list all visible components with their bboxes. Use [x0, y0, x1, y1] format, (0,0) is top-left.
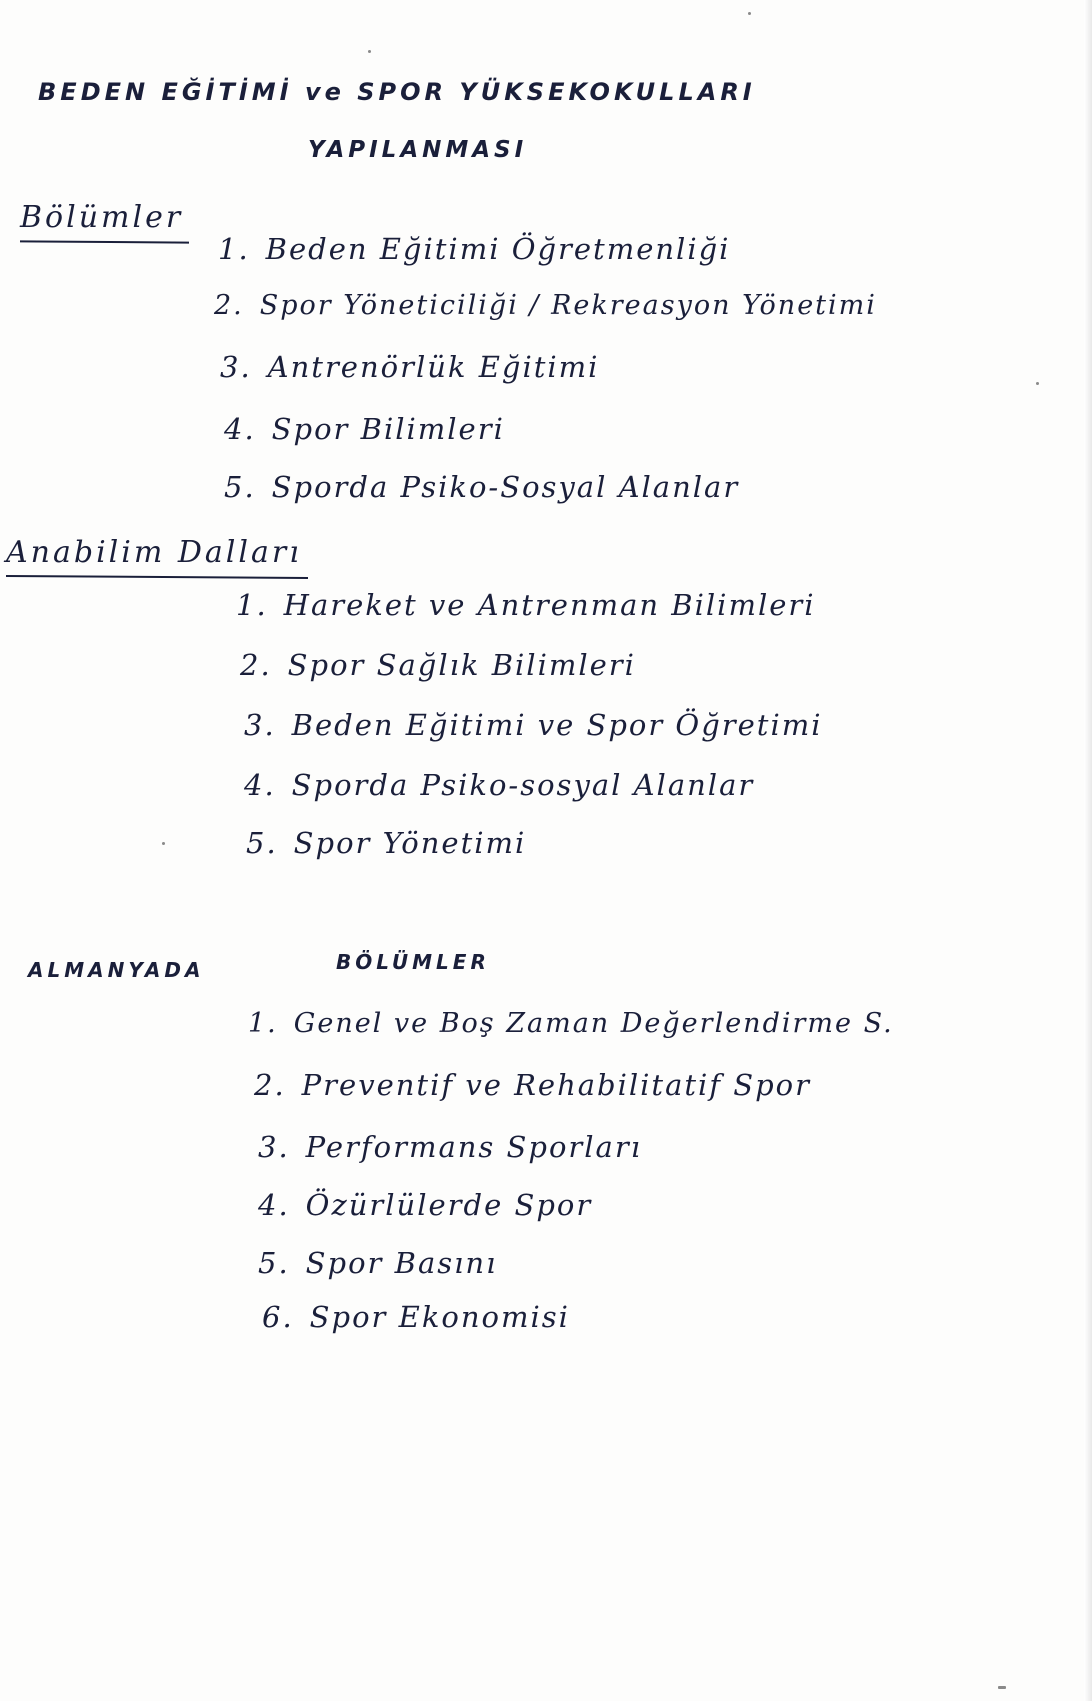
item-text: Beden Eğitimi Öğretmenliği	[265, 232, 731, 266]
anabilim-item-1	[236, 588, 816, 622]
page-title-line-2: YAPILANMASI	[308, 137, 528, 163]
paper-speck	[162, 842, 165, 845]
item-number: 2.	[254, 1068, 286, 1102]
bolumler-item-1	[218, 232, 730, 266]
paper-speck	[1036, 382, 1039, 385]
anabilim-item-3	[244, 708, 823, 742]
item-number: 5.	[246, 826, 278, 860]
item-text: Spor Basını	[305, 1246, 498, 1280]
heading-bolumler: Bölümler	[20, 200, 184, 235]
item-number: 4.	[244, 768, 276, 802]
item-text: Spor Yöneticiliği / Rekreasyon Yönetimi	[259, 290, 877, 321]
paper-speck	[998, 1686, 1006, 1689]
item-text: Spor Bilimleri	[271, 412, 505, 446]
almanya-item-5	[258, 1246, 497, 1280]
paper-speck	[368, 50, 371, 53]
item-number: 5.	[258, 1246, 290, 1280]
bolumler-item-2	[214, 290, 877, 321]
item-text: Genel ve Boş Zaman Değerlendirme S.	[293, 1008, 894, 1039]
bolumler-item-4	[224, 412, 505, 446]
item-number: 2.	[240, 648, 272, 682]
item-text: Beden Eğitimi ve Spor Öğretimi	[291, 708, 823, 742]
heading-bolumler-de: BÖLÜMLER	[336, 950, 490, 974]
item-text: Özürlülerde Spor	[305, 1188, 593, 1222]
item-number: 6.	[262, 1300, 294, 1334]
item-number: 4.	[258, 1188, 290, 1222]
anabilim-item-5	[246, 826, 526, 860]
item-text: Sporda Psiko-Sosyal Alanlar	[271, 470, 740, 504]
heading-anabilim-dallari: Anabilim Dalları	[6, 535, 302, 570]
item-number: 3.	[258, 1130, 290, 1164]
item-text: Performans Sporları	[305, 1130, 642, 1164]
item-number: 4.	[224, 412, 256, 446]
item-number: 3.	[244, 708, 276, 742]
page-edge	[1084, 0, 1092, 1701]
almanya-item-1	[248, 1008, 894, 1039]
paper-speck	[748, 12, 751, 15]
anabilim-item-4	[244, 768, 754, 802]
item-number: 3.	[220, 350, 252, 384]
almanya-item-4	[258, 1188, 592, 1222]
heading-almanyada: ALMANYADA	[28, 958, 205, 982]
item-text: Spor Sağlık Bilimleri	[287, 648, 636, 682]
item-number: 1.	[218, 232, 250, 266]
anabilim-item-2	[240, 648, 636, 682]
item-number: 1.	[236, 588, 268, 622]
item-text: Hareket ve Antrenman Bilimleri	[283, 588, 816, 622]
almanya-item-3	[258, 1130, 642, 1164]
item-text: Antrenörlük Eğitimi	[267, 350, 600, 384]
almanya-item-6	[262, 1300, 570, 1334]
bolumler-item-3	[220, 350, 599, 384]
item-text: Spor Yönetimi	[293, 826, 527, 860]
item-text: Preventif ve Rehabilitatif Spor	[301, 1068, 812, 1102]
item-text: Spor Ekonomisi	[309, 1300, 570, 1334]
item-number: 2.	[214, 290, 244, 321]
page-title-line-1: BEDEN EĞİTİMİ ve SPOR YÜKSEKOKULLARI	[38, 78, 756, 106]
item-text: Sporda Psiko-sosyal Alanlar	[291, 768, 755, 802]
item-number: 5.	[224, 470, 256, 504]
item-number: 1.	[248, 1008, 278, 1039]
almanya-item-2	[254, 1068, 811, 1102]
bolumler-item-5	[224, 470, 739, 504]
